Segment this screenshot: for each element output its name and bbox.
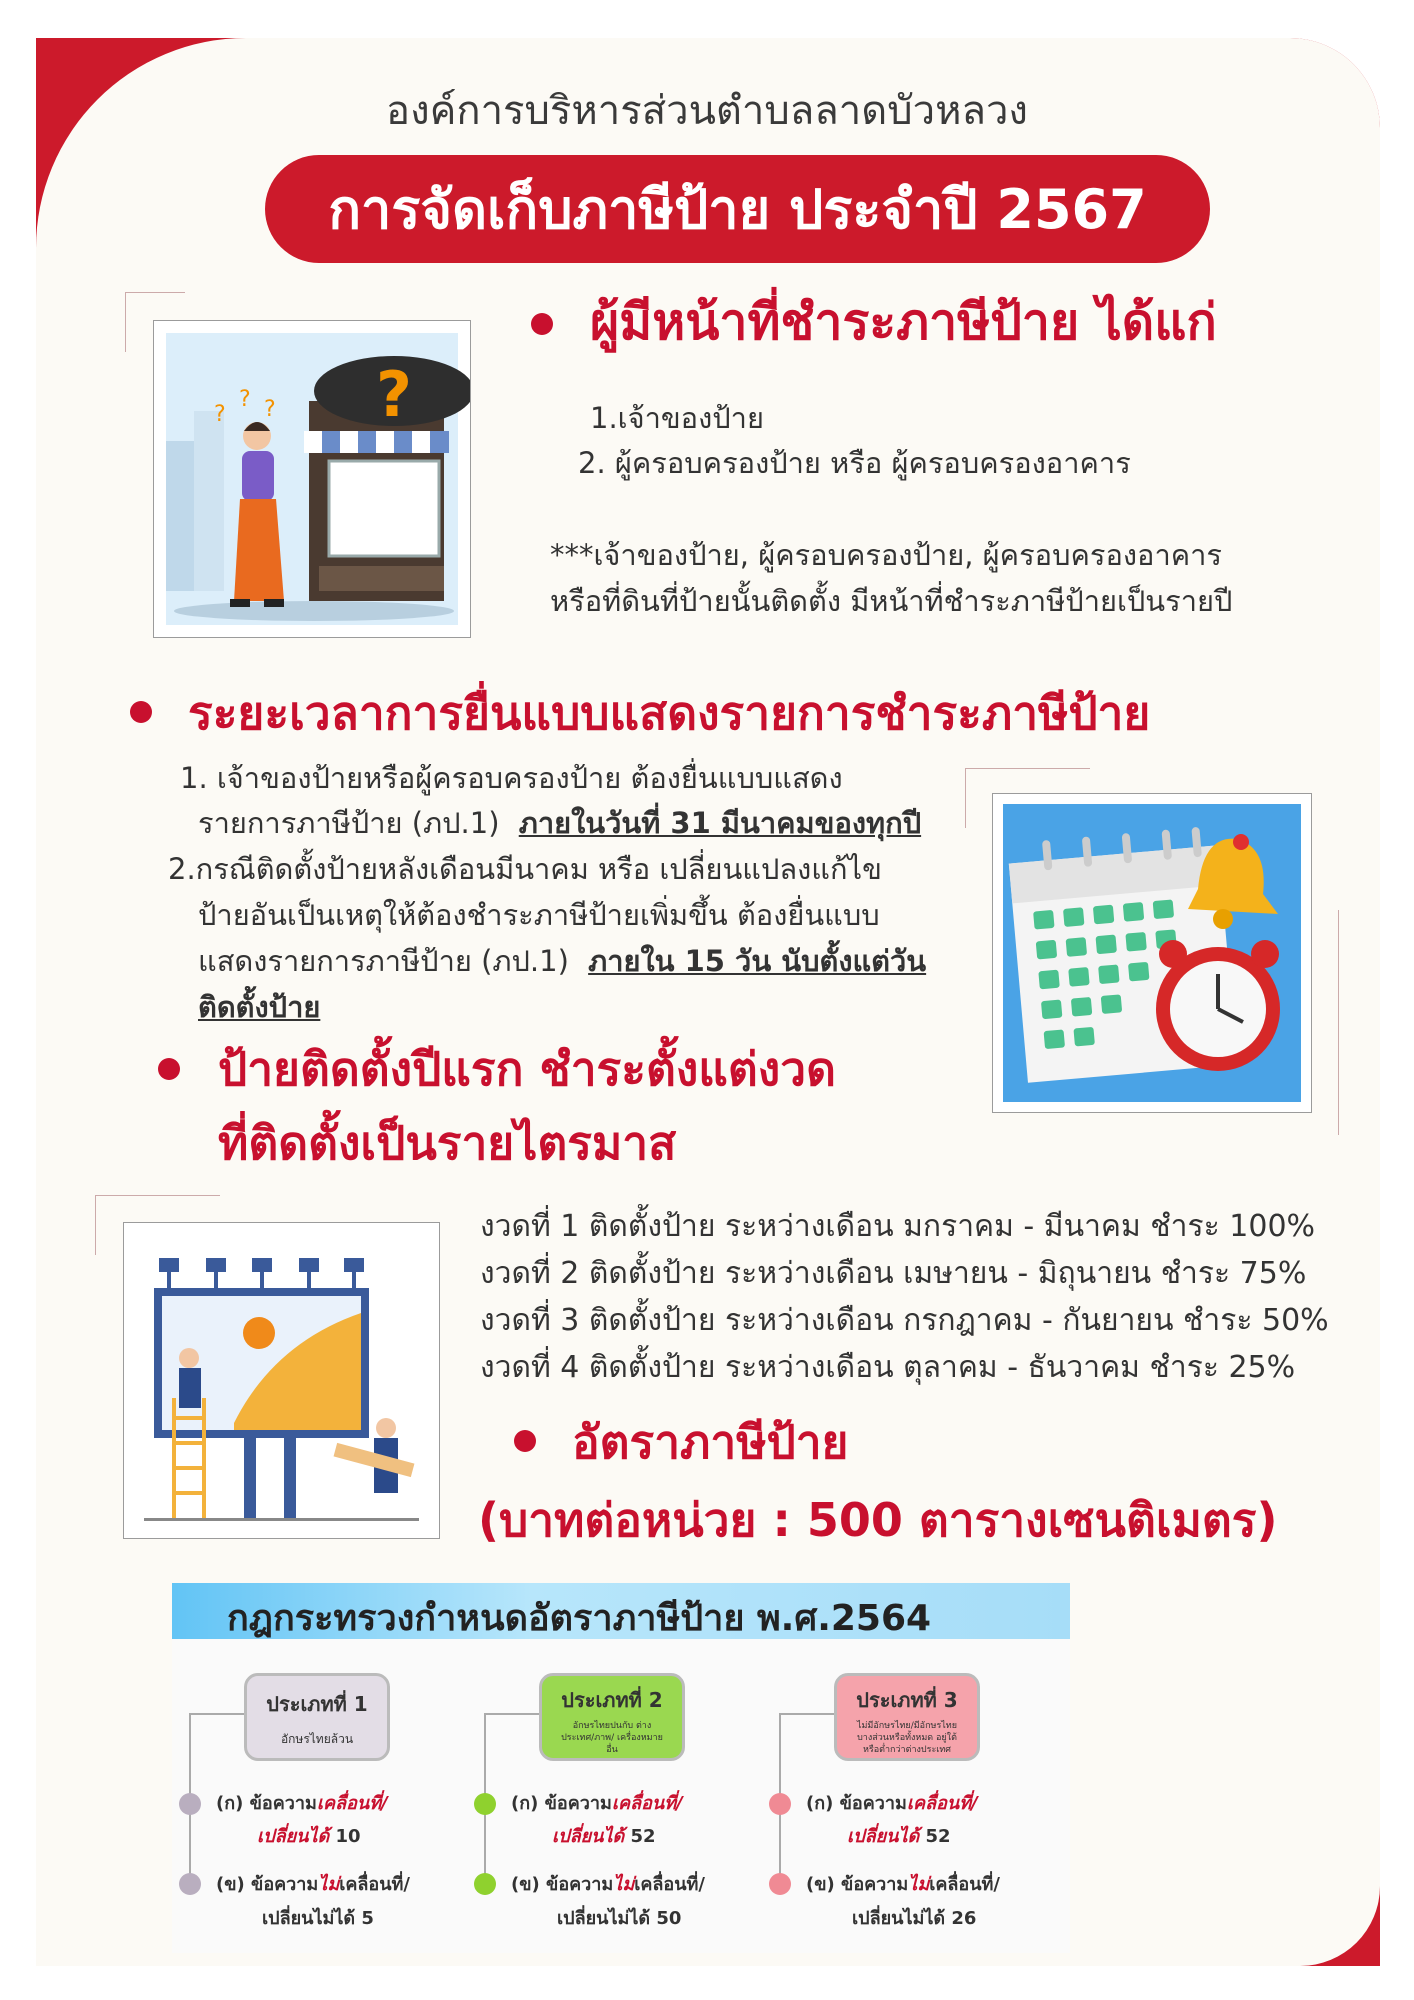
text-span: เปลี่ยนไม่ได้ [557,1908,651,1929]
list-item: 1. เจ้าของป้ายหรือผู้ครอบครองป้าย ต้องยื่นแบบแสดง [180,761,843,795]
text-span: เคลื่อนที่/ [906,1793,978,1814]
note-line: หรือที่ดินที่ป้ายนั้นติดตั้ง มีหน้าที่ชำระภาษีป้ายเป็นรายปี [550,584,1233,618]
note-line: ***เจ้าของป้าย, ผู้ครอบครองป้าย, ผู้ครอบครองอาคาร [550,538,1222,572]
rate-line-a2 [552,1821,656,1850]
list-item: 1.เจ้าของป้าย [590,401,764,435]
calendar-illustration [992,793,1312,1113]
section2-heading: ระยะเวลาการยื่นแบบแสดงรายการชำระภาษีป้าย [188,686,1151,740]
dot-icon [769,1793,791,1815]
bullet-icon [158,1058,180,1080]
rate-type-box [539,1673,685,1761]
rate-line-b2 [852,1903,976,1932]
rate-table [172,1583,1070,1953]
installment-row: งวดที่ 2 ติดตั้งป้าย ระหว่างเดือน เมษายน - มิถุนายน ชำระ 75% [480,1256,1307,1291]
question-illustration [153,320,471,638]
svg-text:?: ? [264,397,276,422]
deco-line [965,768,1090,769]
rate-line-a [216,1788,388,1817]
text-span: เปลี่ยนไม่ได้ [262,1908,356,1929]
bullet-icon [531,313,553,335]
rate-banner [172,1583,1070,1639]
rate-value: 26 [951,1908,977,1929]
deadline-emphasis: ภายใน 15 วัน นับตั้งแต่วัน [588,944,927,978]
text-span: เคลื่อนที่/ [634,1874,705,1895]
rate-banner-title: กฎกระทรวงกำหนดอัตราภาษีป้าย พ.ศ.2564 [227,1598,932,1639]
text-span: ไม่ [908,1874,930,1895]
text-span: (ก) ข้อความ [511,1793,612,1814]
list-item: 2. ผู้ครอบครองป้าย หรือ ผู้ครอบครองอาคาร [578,446,1131,480]
installment-row: งวดที่ 1 ติดตั้งป้าย ระหว่างเดือน มกราคม - มีนาคม ชำระ 100% [480,1209,1316,1244]
rate-line-b [511,1869,705,1898]
question-icon: ? [376,358,412,431]
text-span: (ก) ข้อความ [216,1793,317,1814]
installment-row: งวดที่ 4 ติดตั้งป้าย ระหว่างเดือน ตุลาคม - ธันวาคม ชำระ 25% [480,1350,1296,1385]
rate-value: 52 [630,1826,656,1847]
list-item: 2.กรณีติดตั้งป้ายหลังเดือนมีนาคม หรือ เปลี่ยนแปลงแก้ไข [168,852,882,886]
billboard-icon [124,1223,439,1538]
dot-icon [474,1793,496,1815]
text-span: เปลี่ยนได้ [847,1826,920,1847]
rate-value: 5 [361,1908,374,1929]
rate-type-desc: ไม่มีอักษรไทย/มีอักษรไทย บางส่วนหรือทั้งหมด อยู่ใต้หรือต่ำกว่าต่างประเทศ [856,1721,958,1755]
text-span: ไม่ [613,1874,635,1895]
list-item [198,938,926,984]
rate-line-a2 [257,1821,361,1850]
rate-type-desc: อักษรไทยล้วน [280,1732,354,1746]
text-span: เคลื่อนที่/ [611,1793,683,1814]
rate-line-a [511,1788,683,1817]
text-span: รายการภาษีป้าย (ภป.1) [198,806,500,840]
section4-subheading: (บาทต่อหน่วย : 500 ตารางเซนติเมตร) [478,1493,1278,1547]
rate-type-column [762,1673,1062,1953]
rate-line-b [806,1869,1000,1898]
rate-line-a [806,1788,978,1817]
org-name: องค์การบริหารส่วนตำบลลาดบัวหลวง [386,88,1028,134]
rate-value: 52 [925,1826,951,1847]
text-span: เปลี่ยนไม่ได้ [852,1908,946,1929]
rate-type-title: ประเภทที่ 3 [856,1688,958,1712]
text-span: แสดงรายการภาษีป้าย (ภป.1) [198,944,569,978]
section4-heading: อัตราภาษีป้าย [572,1415,849,1469]
alarm-clock-icon [1156,940,1280,1071]
rate-type-column [467,1673,757,1953]
text-span: เปลี่ยนได้ [257,1826,330,1847]
deadline-emphasis: ติดตั้งป้าย [198,990,321,1024]
rate-type-desc: อักษรไทยปนกับ ต่างประเทศ/ภาพ/ เครื่องหมายอื่น [561,1721,663,1755]
rate-value: 10 [335,1826,361,1847]
installment-row: งวดที่ 3 ติดตั้งป้าย ระหว่างเดือน กรกฎาคม - กันยายน ชำระ 50% [480,1303,1329,1338]
rate-type-title: ประเภทที่ 1 [266,1692,368,1716]
text-span: เปลี่ยนได้ [552,1826,625,1847]
deco-line [95,1195,96,1255]
section1-heading: ผู้มีหน้าที่ชำระภาษีป้าย ได้แก่ [590,293,1217,351]
rate-line-a2 [847,1821,951,1850]
billboard-illustration [123,1222,440,1539]
svg-text:?: ? [239,387,251,412]
text-span: เคลื่อนที่/ [316,1793,388,1814]
deco-line [1338,910,1339,1135]
deco-line [95,1195,220,1196]
deco-line [125,292,126,352]
deadline-emphasis: ภายในวันที่ 31 มีนาคมของทุกปี [518,806,922,840]
dot-icon [179,1793,201,1815]
page-title: การจัดเก็บภาษีป้าย ประจำปี 2567 [265,155,1210,263]
dot-icon [769,1873,791,1895]
svg-text:?: ? [214,402,226,427]
section3-heading: ป้ายติดตั้งปีแรก ชำระตั้งแต่งวด [218,1042,836,1096]
dot-icon [179,1873,201,1895]
text-span: (ข) ข้อความ [511,1874,614,1895]
text-span: (ก) ข้อความ [806,1793,907,1814]
bullet-icon [514,1430,536,1452]
rate-line-b2 [262,1903,374,1932]
rate-value: 50 [656,1908,682,1929]
section3-heading: ที่ติดตั้งเป็นรายไตรมาส [218,1116,677,1170]
dot-icon [474,1873,496,1895]
bullet-icon [130,701,152,723]
rate-type-column [172,1673,462,1953]
rate-type-title: ประเภทที่ 2 [561,1688,663,1712]
text-span: เคลื่อนที่/ [339,1874,410,1895]
rate-type-box [834,1673,980,1761]
rate-line-b [216,1869,410,1898]
text-span: ไม่ [318,1874,340,1895]
deco-line [125,292,185,293]
deco-line [965,768,966,828]
list-item: ป้ายอันเป็นเหตุให้ต้องชำระภาษีป้ายเพิ่มขึ้น ต้องยื่นแบบ [198,898,880,932]
text-span: (ข) ข้อความ [806,1874,909,1895]
text-span: เคลื่อนที่/ [929,1874,1000,1895]
list-item [198,800,921,846]
text-span: (ข) ข้อความ [216,1874,319,1895]
rate-type-box [244,1673,390,1761]
rate-line-b2 [557,1903,681,1932]
